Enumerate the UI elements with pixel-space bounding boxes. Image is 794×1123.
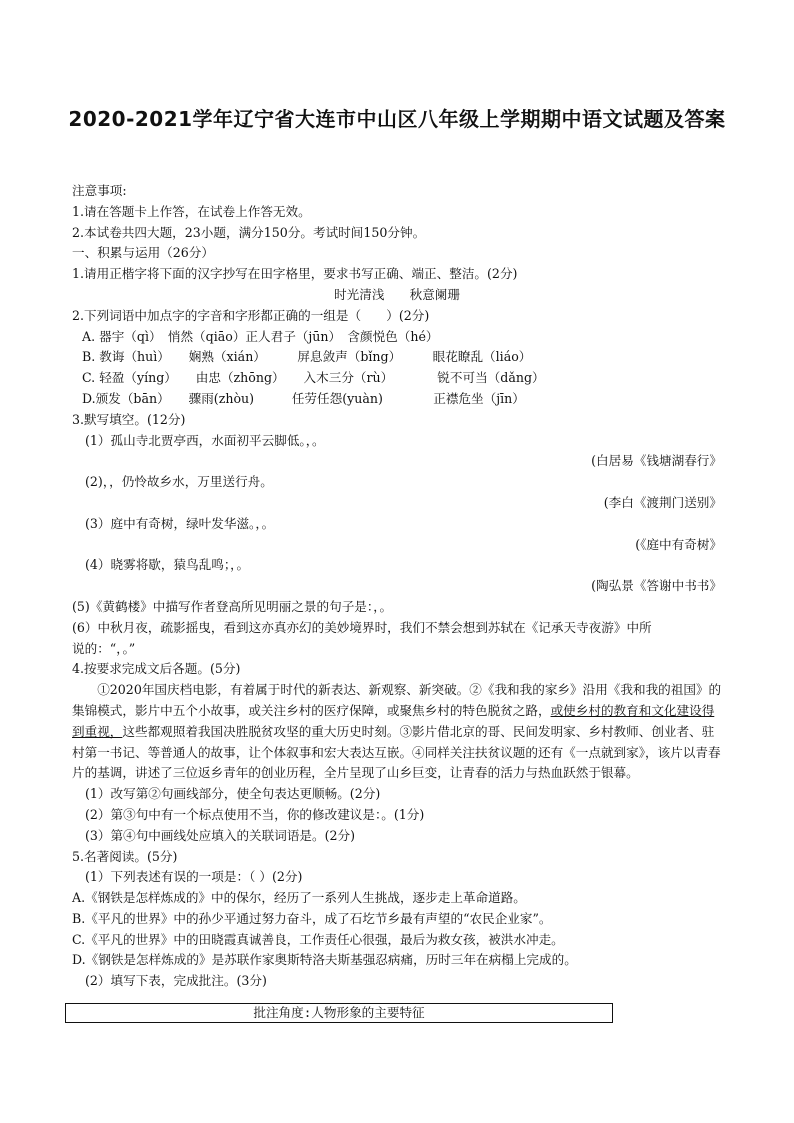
question-3-item-6b: 说的：“，。” (72, 640, 136, 656)
question-5-option-a: A.《钢铁是怎样炼成的》中的保尔，经历了一系列人生挑战，逐步走上革命道路。 (72, 890, 526, 906)
exam-body (72, 181, 722, 992)
question-3-source: (白居易《钱塘湖春行》 (591, 453, 722, 469)
passage-underlined: 或使乡村的教育和文化建设得到重视， (72, 702, 715, 739)
question-2-option-b: B. 教诲（huì） 娴熟（xián） 屏息敛声（bǐng） 眼花瞭乱（liáo） (82, 349, 532, 365)
question-3-item-5: (5)《黄鹤楼》中描写作者登高所见明丽之景的句子是：，。 (72, 598, 393, 614)
question-5-sub2: (2）填写下表，完成批注。(3分) (85, 973, 267, 989)
question-3-source: (李白《渡荆门送别》 (603, 494, 722, 510)
question-5-sub1: (1）下列表述有误的一项是：（ ）(2分) (85, 869, 303, 885)
question-3-item: (1）孤山寺北贾亭西，水面初平云脚低。，。 (85, 432, 325, 448)
question-3-item: (3）庭中有奇树，绿叶发华滋。，。 (85, 515, 275, 531)
question-4-stem: 4.按要求完成文后各题。(5分) (72, 661, 241, 677)
question-5-option-c: C.《平凡的世界》中的田晓霞真诚善良，工作责任心很强，最后为救女孩，被洪水冲走。 (72, 931, 564, 947)
question-2-option-c: C. 轻盈（yíng） 由忠（zhōng） 入木三分（rù） 锐不可当（dǎng） (82, 370, 545, 386)
question-3-source: (《庭中有奇树》 (635, 536, 722, 552)
question-2-option-d: D.颁发（bān） 骤雨(zhòu) 任劳任怨(yuàn) 正襟危坐（jīn） (82, 390, 525, 406)
question-5-option-d: D.《钢铁是怎样炼成的》是苏联作家奥斯特洛夫斯基强忍病痛，历时三年在病榻上完成的。 (72, 952, 577, 968)
question-3-source: (陶弘景《答谢中书书》 (591, 578, 722, 594)
question-4-sub: (2）第③句中有一个标点使用不当，你的修改建议是：。(1分) (85, 806, 425, 822)
notice-item: 2.本试卷共四大题，23小题，满分150分。考试时间150分钟。 (72, 224, 426, 240)
annotation-table-header: 批注角度:人物形象的主要特征 (65, 1003, 613, 1023)
question-5-stem: 5.名著阅读。(5分) (72, 848, 178, 864)
question-3-item: (2)，，仍怜故乡水，万里送行舟。 (85, 474, 273, 490)
question-4-passage (72, 680, 722, 784)
question-3-stem: 3.默写填空。(12分) (72, 411, 186, 427)
question-4-sub: (1）改写第②句画线部分，使全句表达更顺畅。(2分) (85, 786, 381, 802)
passage-part-b: 这些都观照着我国决胜脱贫攻坚的重大历史时刻。③影片借北京的哥、民间发明家、乡村教师、创业者、驻村第一书记、等普通人的故事，让个体叙事和宏大表达互嵌。④同样关注扶贫议题的还有《一点就到家》，该片以青春片的基调，讲述了三位返乡青年的创业历程，全片呈现了山乡巨变，让青春的活力与热血跃然于银幕。 (72, 723, 721, 781)
notice-item: 1.请在答题卡上作答，在试卷上作答无效。 (72, 203, 311, 219)
question-5-option-b: B.《平凡的世界》中的孙少平通过努力奋斗，成了石圪节乡最有声望的“农民企业家”。 (72, 910, 552, 926)
question-1-stem: 1.请用正楷字将下面的汉字抄写在田字格里，要求书写正确、端正、整洁。(2分) (72, 266, 518, 282)
question-2-stem: 2.下列词语中加点字的字音和字形都正确的一组是（ ）(2分) (72, 307, 430, 323)
question-3-item-6a: (6）中秋月夜，疏影摇曳，看到这亦真亦幻的美妙境界时，我们不禁会想到苏轼在《记承天寺夜游》中所 (72, 619, 652, 635)
question-1-words: 时光清浅 秋意阑珊 (334, 286, 460, 302)
page-title: 2020-2021学年辽宁省大连市中山区八年级上学期期中语文试题及答案 (68, 107, 726, 131)
passage-part-a: ①2020年国庆档电影，有着属于时代的新表达、新观察、新突破。②《我和我的家乡》沿用《我和我的祖国》的集锦模式，影片中五个小故事，或关注乡村的医疗保障，或聚焦乡村的特色脱贫之路， (72, 682, 722, 718)
question-4-sub: (3）第④句中画线处应填入的关联词语是。(2分) (85, 827, 356, 843)
question-2-option-a: A. 器宇（qì） 悄然（qiāo）正人君子（jūn） 含颜悦色（hé） (82, 328, 439, 344)
notice-heading: 注意事项: (72, 183, 127, 198)
question-3-item: (4）晓雾将歇，猿鸟乱鸣；，。 (85, 557, 250, 573)
section-heading: 一、积累与运用（26分） (72, 245, 214, 261)
